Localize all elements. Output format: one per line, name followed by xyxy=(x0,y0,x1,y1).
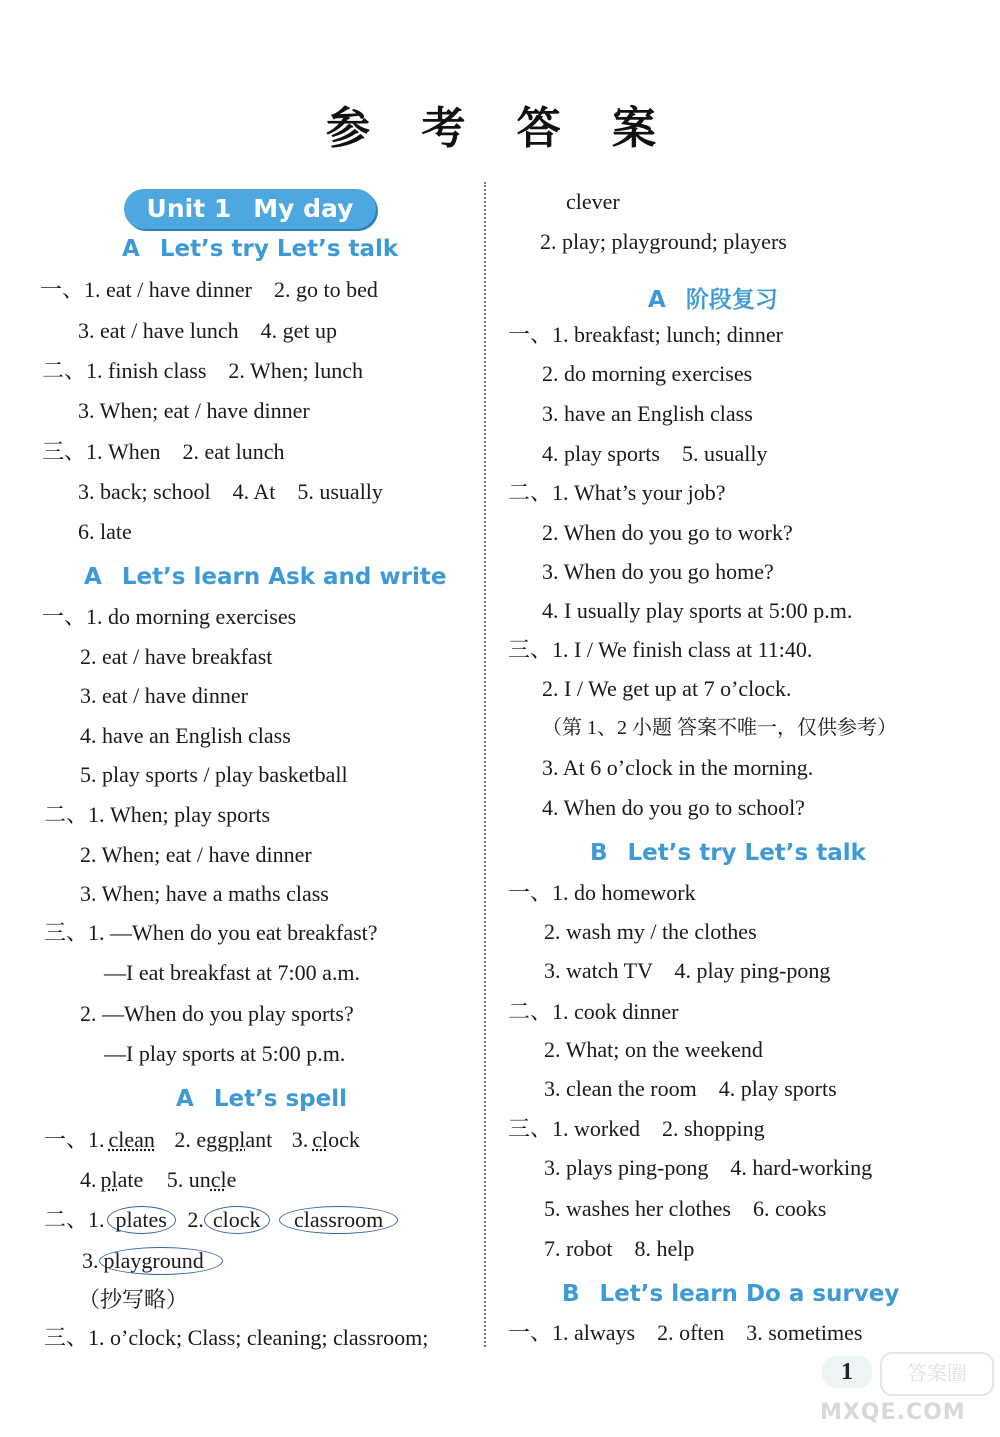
answer-line: （抄写略） xyxy=(78,1287,189,1312)
answer-line: 一、1. always 2. often 3. sometimes xyxy=(508,1320,863,1345)
section-heading xyxy=(176,1086,347,1112)
answer-line: 6. late xyxy=(78,519,132,544)
answer-line: 3. eat / have lunch 4. get up xyxy=(78,318,338,343)
answer-line: 三、1. worked 2. shopping xyxy=(508,1116,765,1141)
answer-line: 5. play sports / play basketball xyxy=(80,762,348,787)
answer-line: 三、1. I / We finish class at 11:40. xyxy=(508,637,813,662)
answer-line: 2. I / We get up at 7 o’clock. xyxy=(542,676,792,701)
underlined-word: clean xyxy=(108,1127,155,1152)
unit-name: My day xyxy=(253,194,354,223)
answer-line: —I play sports at 5:00 p.m. xyxy=(104,1041,346,1066)
answer-line: 2. When; eat / have dinner xyxy=(80,842,312,867)
page-number: 1 xyxy=(822,1356,872,1388)
answer-line: 二、1. finish class 2. When; lunch xyxy=(42,358,363,383)
answer-line: 二、1. cook dinner xyxy=(508,999,679,1024)
answer-line: 二、1. What’s your job? xyxy=(508,480,726,505)
answer-line: 3. At 6 o’clock in the morning. xyxy=(542,755,814,780)
section-letter: A xyxy=(84,564,102,590)
section-heading xyxy=(648,281,778,314)
answer-line: 4. I usually play sports at 5:00 p.m. xyxy=(542,598,853,623)
answer-line: 4. play sports 5. usually xyxy=(542,441,768,466)
section-title: Let’s try Let’s talk xyxy=(627,840,866,866)
section-title: Let’s learn Ask and write xyxy=(121,564,447,590)
section-heading xyxy=(122,236,398,262)
underlined-letters: cl xyxy=(312,1127,329,1152)
answer-line: 三、1. —When do you eat breakfast? xyxy=(44,920,378,945)
answer-line: 5. washes her clothes 6. cooks xyxy=(544,1196,827,1221)
answer-line: 4. plate 5. uncle xyxy=(80,1167,237,1192)
circled-word: plates xyxy=(107,1206,176,1234)
section-letter: A xyxy=(176,1086,194,1112)
answer-line: 3. have an English class xyxy=(542,401,753,426)
section-letter: A xyxy=(122,236,140,262)
answer-line: 7. robot 8. help xyxy=(544,1236,695,1261)
watermark-badge: 答案圈 xyxy=(880,1352,994,1396)
underlined-letters: pl xyxy=(100,1167,118,1192)
section-heading xyxy=(562,1281,899,1307)
answer-line: 3. playground xyxy=(82,1247,223,1275)
answer-line: 3. When do you go home? xyxy=(542,559,774,584)
section-title: Let’s learn Do a survey xyxy=(599,1281,900,1307)
answer-line: 3. clean the room 4. play sports xyxy=(544,1076,837,1101)
circled-word: playground xyxy=(99,1247,223,1275)
underlined-letters: pl xyxy=(228,1127,246,1152)
section-heading xyxy=(590,840,866,866)
circled-word: clock xyxy=(204,1206,270,1234)
answer-line: 三、1. When 2. eat lunch xyxy=(42,439,285,464)
answer-line: —I eat breakfast at 7:00 a.m. xyxy=(104,960,360,985)
answer-line: clever xyxy=(566,189,620,214)
section-title: 阶段复习 xyxy=(685,287,778,313)
section-heading xyxy=(84,564,446,590)
section-title: Let’s spell xyxy=(213,1086,348,1112)
section-letter: A xyxy=(648,287,666,313)
section-letter: B xyxy=(562,1281,580,1307)
unit-banner xyxy=(124,189,376,229)
answer-line: 二、1. plates 2. clock classroom xyxy=(44,1206,398,1234)
answer-line: 一、1. breakfast; lunch; dinner xyxy=(508,322,783,347)
underlined-letters: cl xyxy=(210,1167,227,1192)
column-divider xyxy=(484,182,486,1347)
unit-number: Unit 1 xyxy=(146,194,232,223)
section-title: Let’s try Let’s talk xyxy=(159,236,399,262)
answer-line: 3. When; eat / have dinner xyxy=(78,398,310,423)
answer-line: 2. wash my / the clothes xyxy=(544,919,757,944)
answer-line: 2. play; playground; players xyxy=(540,229,787,254)
answer-line: 2. do morning exercises xyxy=(542,361,753,386)
answer-line: 一、1. do morning exercises xyxy=(42,604,297,629)
answer-line: 一、1. do homework xyxy=(508,880,696,905)
answer-line: 一、1. clean 2. eggplant 3. clock xyxy=(44,1127,360,1152)
answer-line: 4. When do you go to school? xyxy=(542,795,805,820)
answer-line: 3. plays ping-pong 4. hard-working xyxy=(544,1155,873,1180)
watermark-text: MXQE.COM xyxy=(820,1400,966,1425)
answer-line: 2. eat / have breakfast xyxy=(80,644,273,669)
answer-line: 2. —When do you play sports? xyxy=(80,1001,354,1026)
answer-line: 2. When do you go to work? xyxy=(542,520,793,545)
answer-line: 3. watch TV 4. play ping-pong xyxy=(544,958,831,983)
answer-line: 3. back; school 4. At 5. usually xyxy=(78,479,383,504)
circled-word: classroom xyxy=(279,1206,398,1234)
page-title: 参 考 答 案 xyxy=(326,103,674,154)
answer-line: 3. eat / have dinner xyxy=(80,683,248,708)
answer-line: 一、1. eat / have dinner 2. go to bed xyxy=(40,277,378,302)
answer-line: 三、1. o’clock; Class; cleaning; classroom; xyxy=(44,1325,429,1350)
answer-note: （第 1、2 小题 答案不唯一，仅供参考） xyxy=(542,717,897,739)
section-letter: B xyxy=(590,840,608,866)
answer-line: 4. have an English class xyxy=(80,723,291,748)
answer-line: 二、1. When; play sports xyxy=(44,802,271,827)
answer-line: 3. When; have a maths class xyxy=(80,881,329,906)
answer-line: 2. What; on the weekend xyxy=(544,1037,763,1062)
